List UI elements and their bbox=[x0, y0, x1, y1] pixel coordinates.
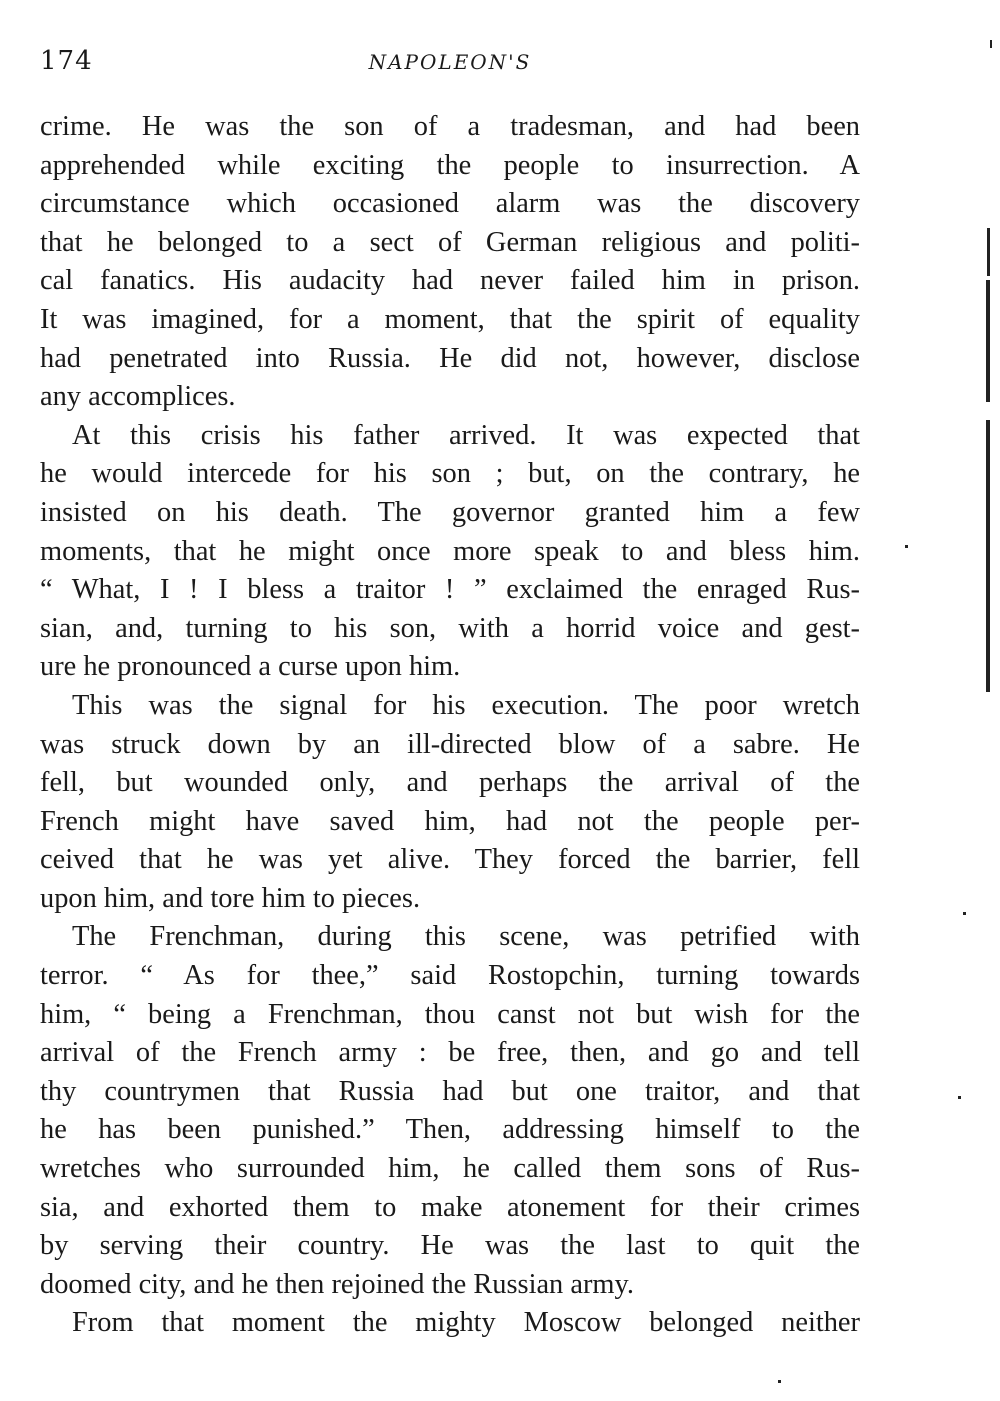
text-line: sia, and exhorted them to make atonement for their crimes bbox=[40, 1191, 860, 1223]
text-line: that he belonged to a sect of German religious and politi- bbox=[40, 226, 860, 258]
text-line: thy countrymen that Russia had but one traitor, and that bbox=[40, 1075, 860, 1107]
scan-artifact bbox=[778, 1380, 781, 1383]
text-line: apprehended while exciting the people to insurrection. A bbox=[40, 149, 860, 181]
text-line: “ What, I ! I bless a traitor ! ” exclaimed the enraged Rus- bbox=[40, 574, 860, 606]
text-line: circumstance which occasioned alarm was the discovery bbox=[40, 188, 860, 220]
text-line: by serving their country. He was the last to quit the bbox=[40, 1230, 860, 1262]
text-line: insisted on his death. The governor granted him a few bbox=[40, 496, 860, 528]
text-line: sian, and, turning to his son, with a horrid voice and gest- bbox=[40, 612, 860, 644]
scan-artifact bbox=[987, 228, 990, 276]
text-line: any accomplices. bbox=[40, 381, 236, 413]
scan-artifact bbox=[986, 420, 990, 692]
text-line: It was imagined, for a moment, that the spirit of equality bbox=[40, 303, 860, 335]
text-line: The Frenchman, during this scene, was petrified with bbox=[72, 921, 860, 953]
scan-artifact bbox=[963, 912, 966, 915]
text-line: wretches who surrounded him, he called them sons of Rus- bbox=[40, 1153, 860, 1185]
text-line: arrival of the French army : be free, then, and go and tell bbox=[40, 1037, 860, 1069]
body-text bbox=[40, 108, 860, 1343]
text-line: he has been punished.” Then, addressing himself to the bbox=[40, 1114, 860, 1146]
text-line: he would intercede for his son ; but, on the contrary, he bbox=[40, 458, 860, 490]
text-line: fell, but wounded only, and perhaps the arrival of the bbox=[40, 767, 860, 799]
text-line: ure he pronounced a curse upon him. bbox=[40, 651, 461, 683]
text-line: was struck down by an ill-directed blow of a sabre. He bbox=[40, 728, 860, 760]
text-line: doomed city, and he then rejoined the Russian army. bbox=[40, 1268, 634, 1300]
text-line: had penetrated into Russia. He did not, however, disclose bbox=[40, 342, 860, 374]
running-head: NAPOLEON'S bbox=[368, 50, 532, 74]
page-number: 174 bbox=[40, 46, 93, 76]
scan-artifact bbox=[986, 280, 990, 402]
text-line: crime. He was the son of a tradesman, and had been bbox=[40, 111, 860, 142]
text-line: From that moment the mighty Moscow belonged neither bbox=[72, 1307, 860, 1339]
text-line: upon him, and tore him to pieces. bbox=[40, 882, 421, 914]
scan-artifact bbox=[990, 40, 992, 48]
scan-artifact bbox=[958, 1096, 961, 1099]
text-line: terror. “ As for thee,” said Rostopchin, turning towards bbox=[40, 960, 860, 992]
text-line: At this crisis his father arrived. It was expected that bbox=[72, 419, 860, 451]
text-line: French might have saved him, had not the people per- bbox=[40, 805, 860, 837]
text-line: cal fanatics. His audacity had never failed him in prison. bbox=[40, 265, 860, 297]
scan-artifact bbox=[905, 545, 908, 548]
text-line: him, “ being a Frenchman, thou canst not but wish for the bbox=[40, 998, 860, 1030]
text-line: ceived that he was yet alive. They forced the barrier, fell bbox=[40, 844, 860, 876]
text-line: moments, that he might once more speak to and bless him. bbox=[40, 535, 860, 567]
text-line: This was the signal for his execution. The poor wretch bbox=[72, 689, 860, 721]
page-header bbox=[40, 46, 860, 82]
